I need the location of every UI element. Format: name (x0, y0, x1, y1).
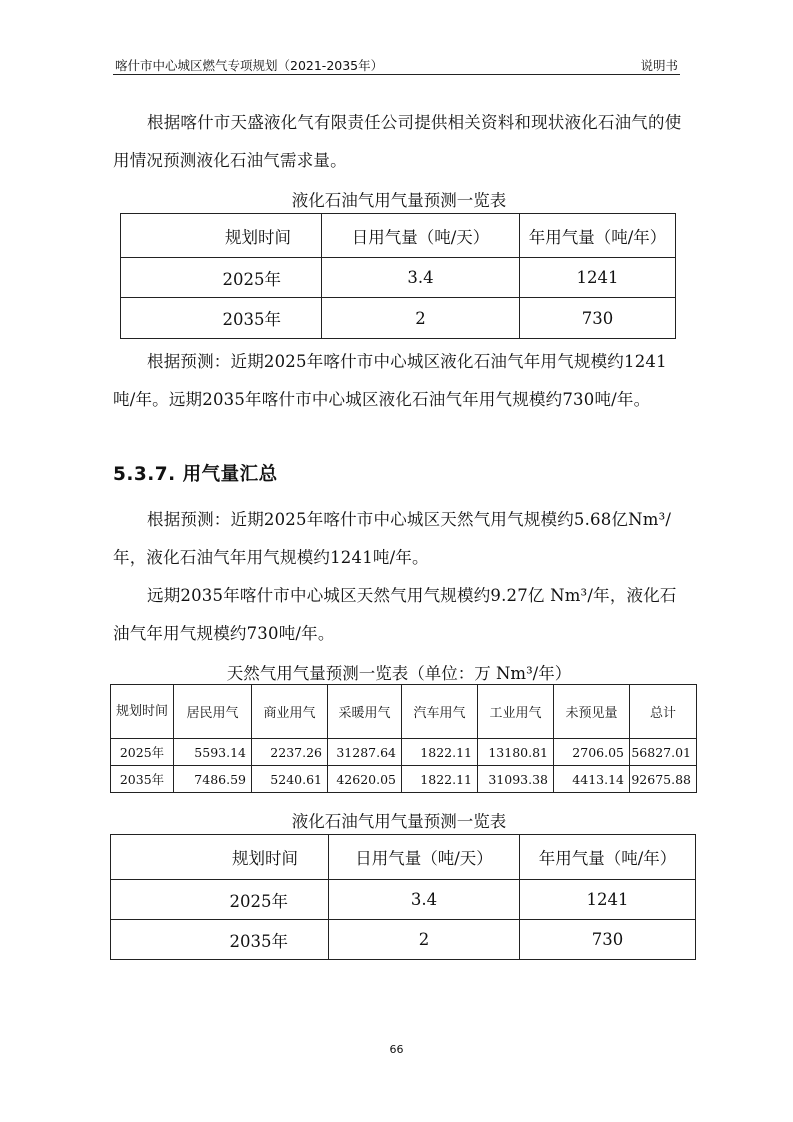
table-cell: 5593.14 (174, 739, 252, 766)
table-cell: 5240.61 (252, 766, 328, 793)
header-cell: 工业用气 (478, 685, 554, 739)
header-cell: 居民用气 (174, 685, 252, 739)
header-cell: 采暖用气 (328, 685, 402, 739)
section-heading: 5.3.7. 用气量汇总 (113, 464, 278, 485)
page-header (113, 52, 680, 75)
header-cell: 年用气量（吨/年） (520, 835, 696, 880)
header-cell: 未预见量 (554, 685, 630, 739)
table-cell: 3.4 (322, 258, 520, 298)
table-cell: 2035年 (111, 920, 329, 960)
table-cell: 2025年 (111, 880, 329, 920)
table-row (111, 880, 696, 920)
lpg-table-2-caption: 液化石油气用气量预测一览表 (291, 812, 507, 831)
header-cell: 总计 (630, 685, 697, 739)
header-cell: 商业用气 (252, 685, 328, 739)
table-cell: 13180.81 (478, 739, 554, 766)
table-cell: 2025年 (111, 739, 174, 766)
table-cell: 1241 (520, 258, 676, 298)
table-cell: 730 (520, 298, 676, 339)
table-cell: 1822.11 (402, 739, 478, 766)
header-cell: 年用气量（吨/年） (520, 214, 676, 258)
table-cell: 42620.05 (328, 766, 402, 793)
header-cell: 规划时间 (111, 685, 174, 739)
table-cell: 56827.01 (630, 739, 697, 766)
table-cell: 1241 (520, 880, 696, 920)
table-cell: 2 (322, 298, 520, 339)
lpg-table-1 (120, 213, 676, 339)
table-cell: 2 (329, 920, 520, 960)
table-header-row (121, 214, 676, 258)
page-number: 66 (389, 1043, 404, 1056)
header-cell: 规划时间 (121, 214, 322, 258)
table-header-row (111, 835, 696, 880)
header-cell: 规划时间 (111, 835, 329, 880)
header-cell: 汽车用气 (402, 685, 478, 739)
table-row (111, 739, 697, 766)
table-cell: 7486.59 (174, 766, 252, 793)
table-header-row (111, 685, 697, 739)
paragraph-lpg-intro: 根据喀什市天盛液化气有限责任公司提供相关资料和现状液化石油气的使用情况预测液化石油气需求量。 (113, 113, 682, 170)
table-row (111, 920, 696, 960)
table-cell: 2237.26 (252, 739, 328, 766)
table-cell: 31093.38 (478, 766, 554, 793)
paragraph-long-term: 远期2035年喀什市中心城区天然气用气规模约9.27亿 Nm³/年，液化石油气年用气规模约730吨/年。 (113, 586, 677, 643)
table-cell: 92675.88 (630, 766, 697, 793)
table-cell: 3.4 (329, 880, 520, 920)
table-cell: 2706.05 (554, 739, 630, 766)
table-cell: 2035年 (121, 298, 322, 339)
lpg-table-1-caption: 液化石油气用气量预测一览表 (291, 191, 507, 210)
table-cell: 730 (520, 920, 696, 960)
table-cell: 31287.64 (328, 739, 402, 766)
table-cell: 2025年 (121, 258, 322, 298)
header-cell: 日用气量（吨/天） (322, 214, 520, 258)
table-row (121, 298, 676, 339)
document-title: 喀什市中心城区燃气专项规划（2021-2035年） (115, 58, 384, 73)
lpg-table-2 (110, 834, 696, 960)
table-cell: 4413.14 (554, 766, 630, 793)
header-cell: 日用气量（吨/天） (329, 835, 520, 880)
table-cell: 2035年 (111, 766, 174, 793)
table-row (121, 258, 676, 298)
section-tag: 说明书 (640, 58, 678, 73)
paragraph-near-term: 根据预测：近期2025年喀什市中心城区天然气用气规模约5.68亿Nm³/年，液化石油气年用气规模约1241吨/年。 (113, 510, 672, 567)
paragraph-lpg-forecast: 根据预测：近期2025年喀什市中心城区液化石油气年用气规模约1241吨/年。远期2035年喀什市中心城区液化石油气年用气规模约730吨/年。 (113, 352, 667, 409)
ng-table-caption: 天然气用气量预测一览表（单位：万 Nm³/年） (226, 664, 572, 683)
ng-table (110, 684, 697, 793)
table-row (111, 766, 697, 793)
table-cell: 1822.11 (402, 766, 478, 793)
